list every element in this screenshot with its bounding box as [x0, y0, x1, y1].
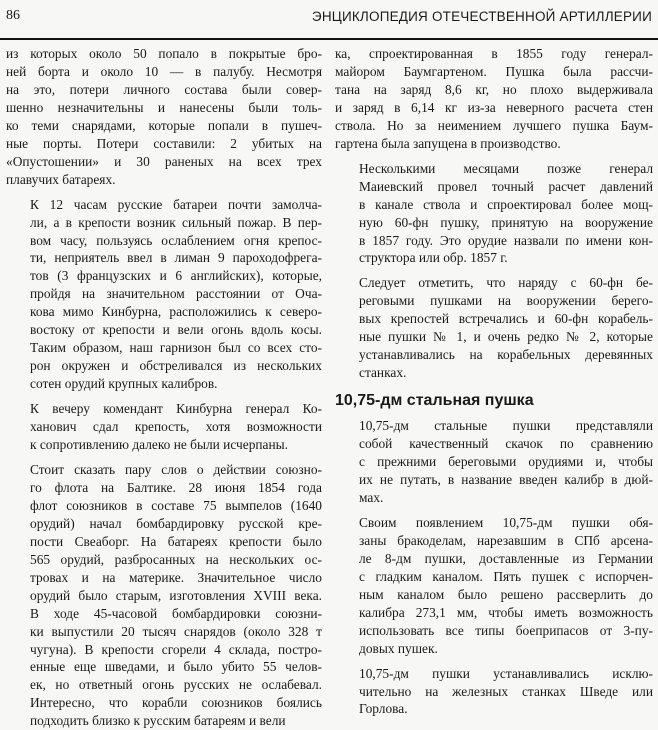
paragraph	[335, 665, 653, 719]
text-line: «Опустошении» и 30 раненых на всех трех	[6, 153, 322, 169]
header-rule	[0, 38, 658, 40]
text-line: устанавливались на корабельных деревянных	[359, 347, 653, 363]
text-line: с прежними береговыми орудиями и, чтобы	[359, 454, 653, 470]
paragraph	[335, 45, 653, 153]
text-line: довых пушек.	[359, 640, 438, 656]
text-line: Стоит сказать пару слов о действии союзно-	[30, 461, 322, 477]
text-line: станках.	[359, 365, 407, 381]
text-line: Маиевский провел точный расчет давлений	[359, 178, 653, 194]
text-line: К 12 часам русские батареи почти замолча-	[30, 196, 322, 212]
text-line: чительно на железных станках Шведе или	[359, 683, 653, 699]
paragraph	[335, 160, 653, 268]
text-line: использовать все типы боеприпасов от 3-пу-	[359, 622, 653, 638]
text-line: 10,75-дм пушки устанавливались исклю-	[359, 665, 653, 681]
text-line: енные еще шведами, и было убито 55 челов-	[30, 659, 322, 675]
right-column-top-text	[335, 45, 653, 382]
text-line: вом часу, пользуясь ослаблением огня крепос-	[30, 232, 322, 248]
text-line: флот союзников в составе 75 вымпелов (1640	[30, 497, 322, 513]
paragraph	[6, 461, 322, 730]
text-line: ли, а в крепости возник сильный пожар. В пер-	[30, 214, 322, 230]
text-line: рон окружен и обстреливался из нескольких	[30, 358, 322, 374]
paragraph	[6, 45, 322, 189]
paragraph	[335, 417, 653, 507]
text-line: в 1857 году. Это орудие назвали по имени кон-	[359, 232, 653, 248]
text-line: структора или обр. 1857 г.	[359, 250, 508, 266]
text-line: ным каналом было решено рассверлить до	[359, 586, 653, 602]
paragraph	[6, 196, 322, 393]
text-line: к сопротивлению далеко не были исчерпаны.	[30, 437, 289, 453]
text-line: К вечеру комендант Кинбурна генерал Ко-	[30, 401, 322, 417]
text-line: ти, неприятель ввел в лиман 9 пароходофрега-	[30, 250, 322, 266]
text-line: Следует отметить, что наряду с 60-фн бе-	[359, 275, 653, 291]
text-line: ней борта и около 10 — в палубу. Несмотря	[6, 63, 322, 79]
text-line: го флота на Балтике. 28 июня 1854 года	[30, 479, 322, 495]
text-line: востоку от крепости и вели огонь вдоль косы.	[30, 322, 322, 338]
text-line: и заряд в 6,14 кг из-за неверного расчета стен	[335, 99, 653, 115]
right-column	[335, 45, 653, 717]
text-line: Горлова.	[359, 701, 408, 717]
text-line: майором Баумгартеном. Пушка была рассчи-	[335, 63, 653, 79]
text-line: пройдя на значительном расстоянии от Оча-	[30, 286, 322, 302]
text-line: пости Свеаборг. На батареях крепости было	[30, 533, 322, 549]
text-line: Своим появлением 10,75-дм пушки обя-	[359, 514, 653, 530]
text-line: ные порты. Потери составили: 2 убитых на	[6, 135, 322, 151]
text-line: мах.	[359, 489, 384, 505]
text-line: тов (3 французских и 6 английских), которые,	[30, 268, 322, 284]
text-line: заны бракоделам, нарезавшим в СПб арсена-	[359, 532, 653, 548]
text-line: ханович сдал крепость, хотя возможности	[30, 419, 322, 435]
text-line: ка, спроектированная в 1855 году генерал-	[335, 46, 653, 61]
text-line: ле 8-дм пушки, доставленные из Германии	[359, 550, 653, 566]
text-line: 10,75-дм стальные пушки представляли	[359, 418, 653, 434]
text-line: на это, потери личного состава были совер-	[6, 81, 322, 97]
text-line: Таким образом, наш гарнизон был со всех сто-	[30, 340, 322, 356]
page-number: 86	[6, 8, 20, 23]
text-line: ек, но ответный огонь русских не ослабевал.	[30, 677, 322, 693]
text-line: подходить близко к русским батареям и вели	[30, 713, 286, 729]
paragraph	[335, 514, 653, 658]
text-line: с гладким каналом. Пять пушек с испорчен-	[359, 568, 653, 584]
text-line: кова мимо Кинбурна, расположились к северо-	[30, 304, 322, 320]
text-line: 565 орудий, разбросанных на нескольких ос-	[30, 551, 322, 567]
text-line: ствола. Но за неимением лучшего пушка Баум-	[335, 117, 653, 133]
right-column-bottom-text	[335, 417, 653, 718]
text-line: ную 60-фн пушку, принятую на вооружение	[359, 214, 653, 230]
text-line: ко теми снарядами, которые попали в пушеч-	[6, 117, 322, 133]
text-line: тровах и на материке. Значительное число	[30, 569, 322, 585]
text-line: орудий) начал бомбардировку русской кре-	[30, 515, 322, 531]
text-line: из которых около 50 попало в покрытые бро-	[6, 46, 322, 61]
text-line: собой качественный скачок по сравнению	[359, 436, 653, 452]
text-line: орудий было старым, изготовления XVIII века.	[30, 587, 322, 603]
left-column	[6, 45, 322, 729]
page-header	[0, 0, 658, 40]
paragraph	[6, 400, 322, 454]
text-line: сотен орудий крупных калибров.	[30, 376, 218, 392]
text-line: чугуна). В крепости сгорели 4 склада, постро-	[30, 641, 322, 657]
text-line: тана на заряд 8,6 кг, но плохо выдерживала	[335, 81, 653, 97]
text-line: калибра 273,1 мм, чтобы иметь возможность	[359, 604, 653, 620]
paragraph	[335, 274, 653, 382]
text-line: В ходе 45-часовой бомбардировки союзни-	[30, 605, 322, 621]
text-line: в канале ствола и спроектировал более мощ-	[359, 196, 653, 212]
text-line: плавучих батареях.	[6, 171, 116, 187]
text-line: Несколькими месяцами позже генерал	[359, 160, 653, 176]
text-line: ки выпустили 20 тысяч снарядов (около 328 т	[30, 623, 322, 639]
text-line: их не путать, в название введен калибр в дюй-	[359, 472, 653, 488]
section-heading: 10,75-дм стальная пушка	[335, 392, 534, 410]
text-line: вых крепостей встречались и 60-фн корабель-	[359, 311, 653, 327]
text-line: реговыми пушками на вооружении берего-	[359, 293, 653, 309]
text-line: ные пушки № 1, и очень редко № 2, которые	[359, 329, 653, 345]
text-line: гартена была запущена в производство.	[335, 135, 561, 151]
text-line: шенно незначительны и нанесены были толь-	[6, 99, 322, 115]
running-title: ЭНЦИКЛОПЕДИЯ ОТЕЧЕСТВЕННОЙ АРТИЛЛЕРИИ	[311, 9, 652, 24]
text-line: Интересно, что корабли союзников боялись	[30, 695, 322, 711]
